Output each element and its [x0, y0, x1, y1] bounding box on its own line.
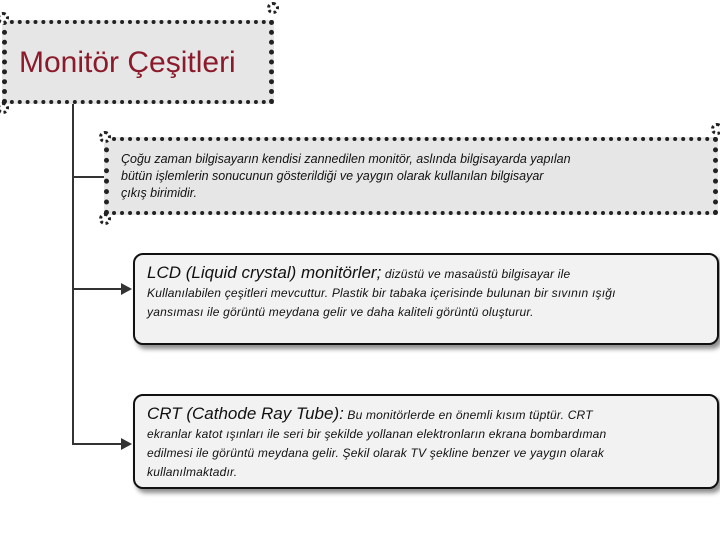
connector-to-lcd	[72, 288, 122, 290]
arrow-to-crt-icon	[121, 438, 132, 450]
lcd-first-line	[147, 263, 707, 284]
crt-line: edilmesi ile görüntü meydana gelir. Şekil olarak TV şekline benzer ve yaygın olarak	[147, 446, 605, 460]
lcd-line: Kullanılabilen çeşitleri mevcuttur. Plastik bir tabaka içerisinde bulunan bir sıvının ışığı	[147, 286, 616, 300]
page-title: Monitör Çeşitleri	[19, 46, 236, 79]
lcd-first-line-text: dizüstü ve masaüstü bilgisayar ile	[381, 267, 571, 281]
scroll-curl-decoration	[267, 2, 279, 14]
connector-to-crt	[72, 443, 122, 445]
crt-card	[133, 394, 719, 489]
intro-text	[121, 151, 681, 202]
connector-vertical	[72, 104, 74, 444]
crt-line: kullanılmaktadır.	[147, 465, 238, 479]
lcd-line: yansıması ile görüntü meydana gelir ve daha kaliteli görüntü oluşturur.	[147, 305, 534, 319]
lcd-card	[133, 253, 719, 345]
title-banner	[2, 20, 274, 104]
crt-line: ekranlar katot ışınları ile seri bir şekilde yollanan elektronların ekrana bombardıman	[147, 427, 607, 441]
scroll-curl-decoration	[711, 123, 720, 135]
intro-line: çıkış birimidir.	[121, 186, 197, 200]
connector-to-intro	[72, 176, 104, 178]
intro-box	[104, 137, 718, 215]
scroll-curl-decoration	[99, 131, 111, 143]
crt-first-line-text: Bu monitörlerde en önemli kısım tüptür. CRT	[343, 408, 593, 422]
intro-line: Çoğu zaman bilgisayarın kendisi zannedilen monitör, aslında bilgisayarda yapılan	[121, 152, 571, 166]
scroll-curl-decoration	[99, 213, 111, 225]
scroll-curl-decoration	[0, 102, 9, 114]
lcd-heading: LCD (Liquid crystal) monitörler;	[147, 263, 382, 282]
arrow-to-lcd-icon	[121, 283, 132, 295]
crt-first-line	[147, 404, 707, 425]
crt-heading: CRT (Cathode Ray Tube):	[147, 404, 344, 423]
intro-line: bütün işlemlerin sonucunun gösterildiği ve yaygın olarak kullanılan bilgisayar	[121, 169, 544, 183]
scroll-curl-decoration	[0, 12, 9, 24]
